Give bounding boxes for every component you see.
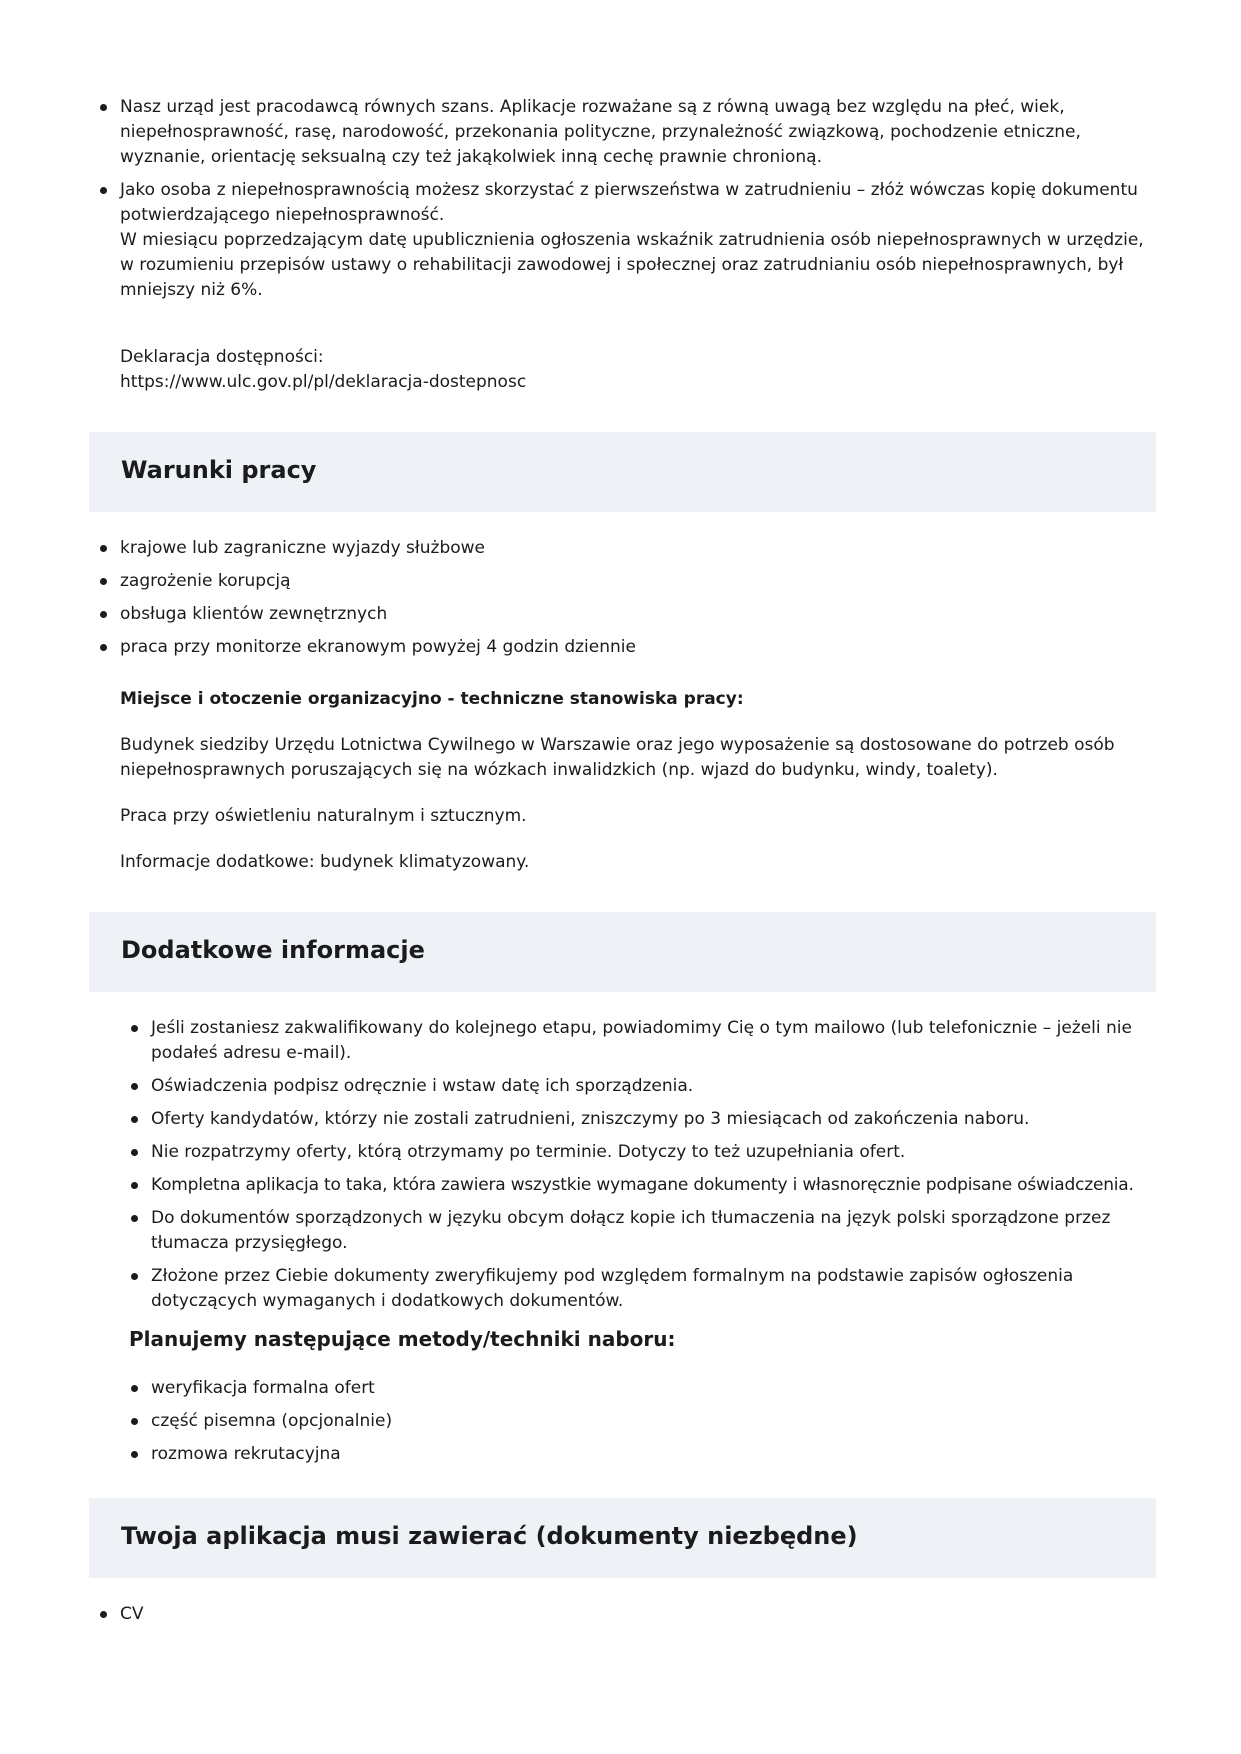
accessibility-link[interactable]: https://www.ulc.gov.pl/pl/deklaracja-dostepnosc bbox=[120, 372, 527, 392]
list-item: obsługa klientów zewnętrznych bbox=[120, 602, 1160, 627]
methods-heading: Planujemy następujące metody/techniki naboru: bbox=[129, 1327, 676, 1351]
list-item: Do dokumentów sporządzonych w języku obcym dołącz kopie ich tłumaczenia na język polski sporządzone przez tłumacza przysięgłego. bbox=[151, 1206, 1161, 1256]
list-item: Jeśli zostaniesz zakwalifikowany do kolejnego etapu, powiadomimy Cię o tym mailowo (lub telefonicznie – jeżeli nie podałeś adresu e-mail). bbox=[151, 1016, 1161, 1066]
methods-list bbox=[151, 1376, 1151, 1475]
section-header-work-conditions bbox=[89, 432, 1156, 512]
disability-priority-text: Jako osoba z niepełnosprawnością możesz skorzystać z pierwszeństwa w zatrudnieniu – złóż wówczas kopię dokumentu potwierdzającego niepełnosprawność. bbox=[120, 180, 1138, 225]
accessibility-label: Deklaracja dostępności: bbox=[120, 347, 324, 367]
list-item bbox=[120, 178, 1160, 303]
additional-info-list bbox=[151, 1016, 1161, 1322]
required-documents-list bbox=[120, 1602, 1120, 1635]
employment-rate-text: W miesiącu poprzedzającym datę upublicznienia ogłoszenia wskaźnik zatrudnienia osób niepełnosprawnych w urzędzie, w rozumieniu przepisów ustawy o rehabilitacji zawodowej i społecznej oraz zatrudnianiu osób niepełnosprawnych, był mniejszy niż 6%. bbox=[120, 230, 1144, 300]
list-item: Nie rozpatrzymy oferty, którą otrzymamy po terminie. Dotyczy to też uzupełniania ofert. bbox=[151, 1140, 1161, 1165]
list-item: Oświadczenia podpisz odręcznie i wstaw datę ich sporządzenia. bbox=[151, 1074, 1161, 1099]
section-header-required-documents bbox=[89, 1498, 1156, 1578]
workplace-paragraph: Budynek siedziby Urzędu Lotnictwa Cywilnego w Warszawie oraz jego wyposażenie są dostosowane do potrzeb osób niepełnosprawnych poruszających się na wózkach inwalidzkich (np. wjazd do budynku, windy, toalety). bbox=[120, 735, 1115, 780]
list-item: Oferty kandydatów, którzy nie zostali zatrudnieni, zniszczymy po 3 miesiącach od zakończenia naboru. bbox=[151, 1107, 1161, 1132]
list-item: zagrożenie korupcją bbox=[120, 569, 1160, 594]
list-item: rozmowa rekrutacyjna bbox=[151, 1442, 1151, 1467]
section-title: Warunki pracy bbox=[121, 456, 317, 484]
list-item: część pisemna (opcjonalnie) bbox=[151, 1409, 1151, 1434]
section-title: Dodatkowe informacje bbox=[121, 936, 425, 964]
accessibility-declaration bbox=[120, 345, 1120, 395]
list-item: weryfikacja formalna ofert bbox=[151, 1376, 1151, 1401]
list-item: praca przy monitorze ekranowym powyżej 4 godzin dziennie bbox=[120, 635, 1160, 660]
section-header-additional-info bbox=[89, 912, 1156, 992]
list-item: krajowe lub zagraniczne wyjazdy służbowe bbox=[120, 536, 1160, 561]
workplace-paragraph: Praca przy oświetleniu naturalnym i sztucznym. bbox=[120, 806, 527, 826]
section-title: Twoja aplikacja musi zawierać (dokumenty niezbędne) bbox=[121, 1522, 858, 1550]
list-item: Kompletna aplikacja to taka, która zawiera wszystkie wymagane dokumenty i własnoręcznie podpisane oświadczenia. bbox=[151, 1173, 1161, 1198]
work-conditions-list bbox=[120, 536, 1160, 668]
list-item: Nasz urząd jest pracodawcą równych szans. Aplikacje rozważane są z równą uwagą bez względu na płeć, wiek, niepełnosprawność, rasę, narodowość, przekonania polityczne, przynależność związkową, pochodzenie etniczne, wyznanie, orientację seksualną czy też jakąkolwiek inną cechę prawnie chronioną. bbox=[120, 95, 1160, 170]
list-item: CV bbox=[120, 1602, 1120, 1627]
list-item: Złożone przez Ciebie dokumenty zweryfikujemy pod względem formalnym na podstawie zapisów ogłoszenia dotyczących wymaganych i dodatkowych dokumentów. bbox=[151, 1264, 1161, 1314]
workplace-paragraph: Informacje dodatkowe: budynek klimatyzowany. bbox=[120, 852, 530, 872]
workplace-subheading: Miejsce i otoczenie organizacyjno - techniczne stanowiska pracy: bbox=[120, 689, 744, 709]
intro-list bbox=[120, 95, 1160, 303]
